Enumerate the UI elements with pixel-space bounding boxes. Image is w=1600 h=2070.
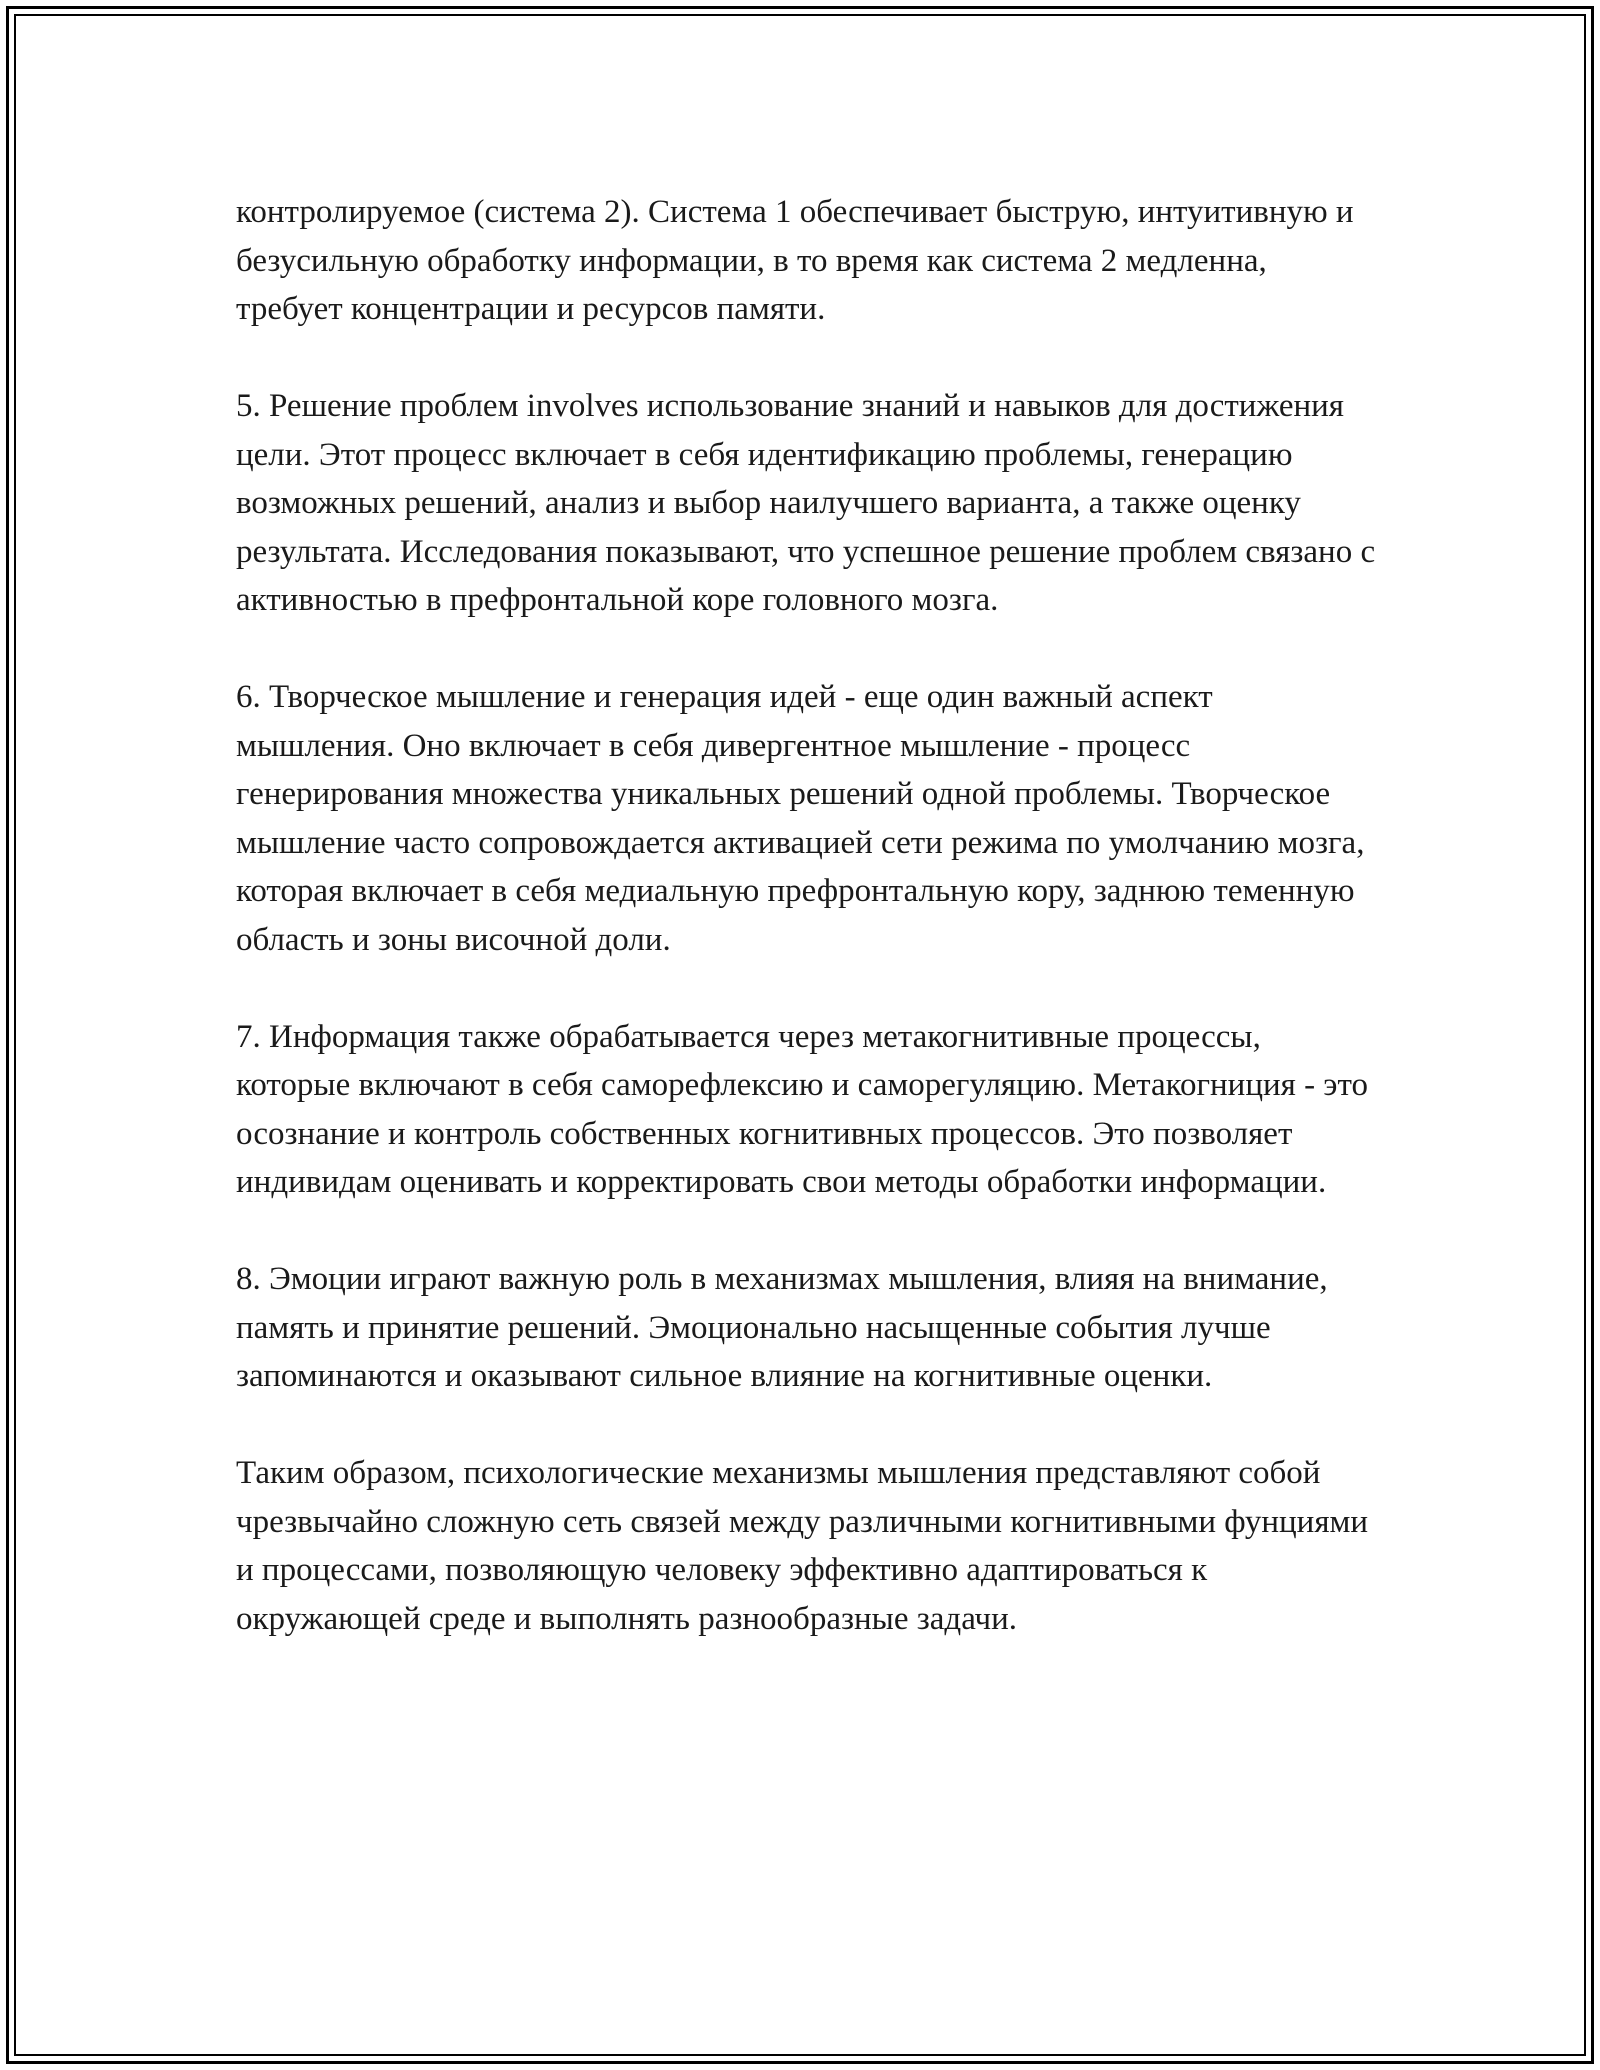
paragraph-system-continuation: контролируемое (система 2). Система 1 обеспечивает быструю, интуитивную и безусильную обработку информации, в то время как система 2 медленна, требует концентрации и ресурсов памяти. bbox=[236, 194, 1354, 327]
document-body bbox=[236, 188, 1376, 1643]
paragraph-emotions: 8. Эмоции играют важную роль в механизмах мышления, влияя на внимание, память и принятие решений. Эмоционально насыщенные события лучше запоминаются и оказывают сильное влияние на когнитивные оценки. bbox=[236, 1261, 1328, 1394]
paragraph-conclusion: Таким образом, психологические механизмы мышления представляют собой чрезвычайно сложную сеть связей между различными когнитивными фунциями и процессами, позволяющую человеку эффективно адаптироваться к окружающей среде и выполнять разнообразные задачи. bbox=[236, 1455, 1369, 1637]
paragraph-problem-solving: 5. Решение проблем involves использование знаний и навыков для достижения цели. Этот процесс включает в себя идентификацию проблемы, генерацию возможных решений, анализ и выбор наилучшего варианта, а также оценку результата. Исследования показывают, что успешное решение проблем связано с активностью в префронтальной коре головного мозга. bbox=[236, 388, 1376, 618]
paragraph-metacognition: 7. Информация также обрабатывается через метакогнитивные процессы, которые включают в себя саморефлексию и саморегуляцию. Метакогниция - это осознание и контроль собственных когнитивных процессов. Это позволяет индивидам оценивать и корректировать свои методы обработки информации. bbox=[236, 1018, 1368, 1200]
paragraph-creative-thinking: 6. Творческое мышление и генерация идей - еще один важный аспект мышления. Оно включает в себя дивергентное мышление - процесс генерирования множества уникальных решений одной проблемы. Творческое мышление часто сопровождается активацией сети режима по умолчанию мозга, которая включает в себя медиальную префронтальную кору, заднюю теменную область и зоны височной доли. bbox=[236, 679, 1365, 958]
